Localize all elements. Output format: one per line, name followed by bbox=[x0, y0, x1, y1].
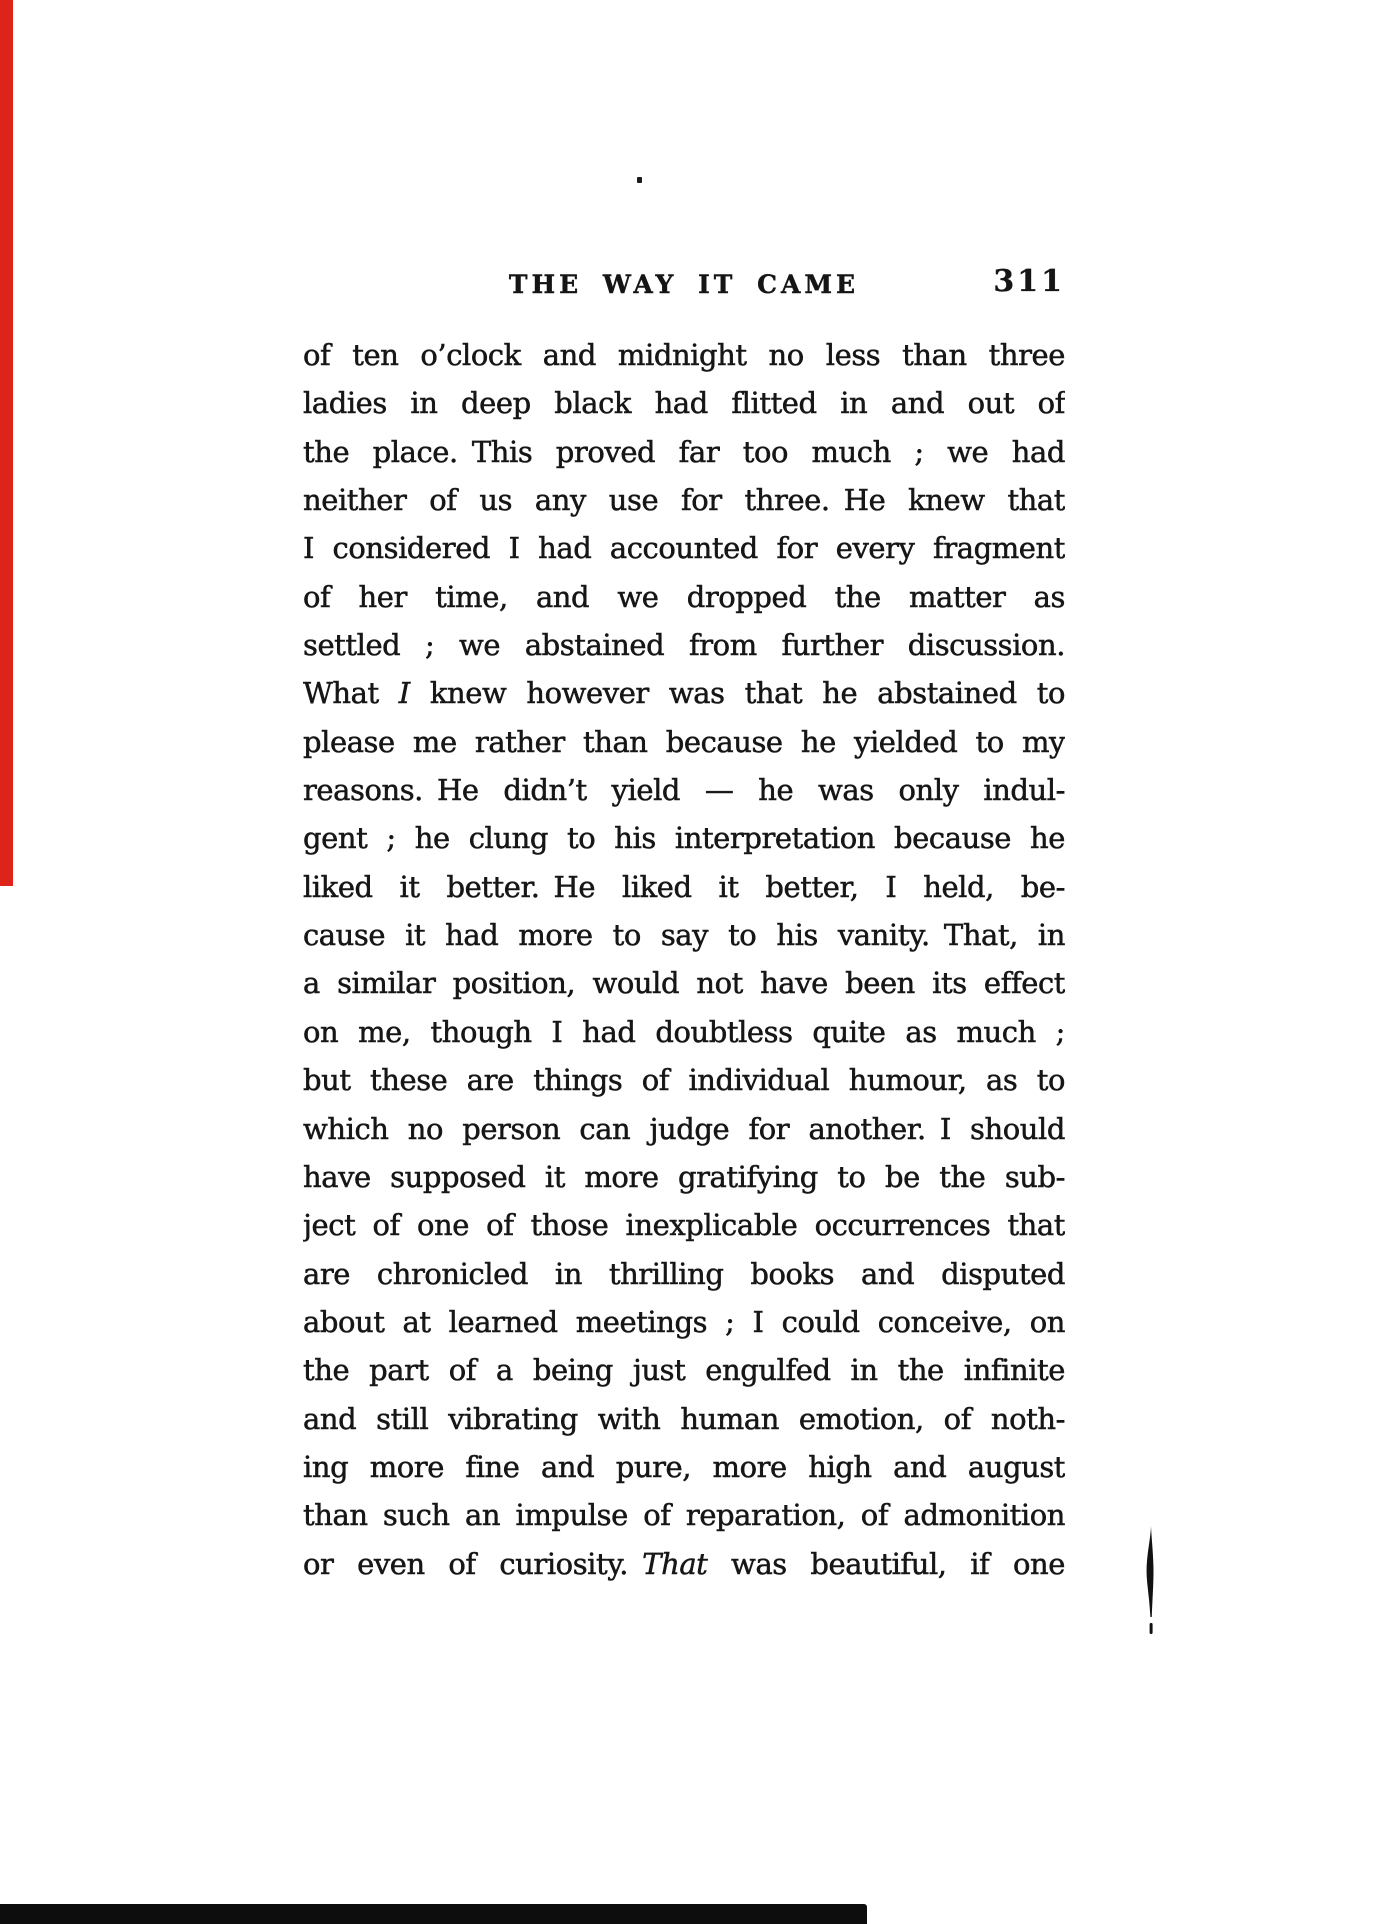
running-header bbox=[303, 264, 1065, 300]
text-segment: ladies in deep black had flitted in and out of bbox=[303, 386, 1065, 421]
text-segment: on me, though I had doubtless quite as much ; bbox=[303, 1014, 1065, 1049]
scan-artifact-black-bar bbox=[0, 1904, 867, 1924]
text-line bbox=[303, 1443, 1065, 1491]
text-segment: was beautiful, if one bbox=[707, 1546, 1065, 1581]
text-line bbox=[303, 1008, 1065, 1056]
scan-artifact-red-stripe bbox=[0, 0, 13, 886]
text-segment: cause it had more to say to his vanity. That, in bbox=[303, 918, 1065, 953]
text-segment: which no person can judge for another. I should bbox=[303, 1111, 1065, 1146]
text-line bbox=[303, 621, 1065, 669]
text-line bbox=[303, 1250, 1065, 1298]
text-line bbox=[303, 428, 1065, 476]
text-line bbox=[303, 1056, 1065, 1104]
text-segment: neither of us any use for three. He knew that bbox=[303, 483, 1065, 518]
text-line bbox=[303, 1105, 1065, 1153]
text-segment: but these are things of individual humour, as to bbox=[303, 1063, 1065, 1098]
text-segment: ing more fine and pure, more high and august bbox=[303, 1449, 1065, 1484]
text-segment: gent ; he clung to his interpretation because he bbox=[303, 821, 1065, 856]
page-title: THE WAY IT CAME bbox=[508, 270, 860, 299]
text-segment: have supposed it more gratifying to be the sub- bbox=[303, 1159, 1065, 1194]
text-segment: I considered I had accounted for every fragment bbox=[303, 531, 1065, 566]
text-segment: reasons. He didn’t yield — he was only indul- bbox=[303, 773, 1065, 808]
text-line bbox=[303, 524, 1065, 572]
text-line bbox=[303, 1540, 1065, 1588]
text-segment: about at learned meetings ; I could conceive, on bbox=[303, 1304, 1065, 1339]
text-line bbox=[303, 379, 1065, 427]
text-line bbox=[303, 1395, 1065, 1443]
text-segment: or even of curiosity. bbox=[303, 1546, 643, 1581]
text-line bbox=[303, 911, 1065, 959]
text-line bbox=[303, 573, 1065, 621]
ink-smudge-mark bbox=[1144, 1526, 1158, 1638]
text-line bbox=[303, 1201, 1065, 1249]
body-text-block bbox=[303, 331, 1065, 1588]
text-segment: ject of one of those inexplicable occurrences that bbox=[303, 1208, 1065, 1243]
text-segment: settled ; we abstained from further discussion. bbox=[303, 628, 1065, 663]
text-segment: a similar position, would not have been its effect bbox=[303, 966, 1065, 1001]
text-line bbox=[303, 331, 1065, 379]
text-line bbox=[303, 718, 1065, 766]
text-line bbox=[303, 1298, 1065, 1346]
text-segment: are chronicled in thrilling books and disputed bbox=[303, 1256, 1065, 1291]
text-line bbox=[303, 863, 1065, 911]
text-segment: than such an impulse of reparation, of admonition bbox=[303, 1498, 1065, 1533]
text-segment: of ten o’clock and midnight no less than three bbox=[303, 338, 1065, 372]
text-segment: What bbox=[303, 676, 399, 711]
ink-smudge-shape bbox=[1144, 1526, 1158, 1638]
text-line bbox=[303, 814, 1065, 862]
text-line bbox=[303, 1346, 1065, 1394]
text-segment: please me rather than because he yielded to my bbox=[303, 724, 1065, 759]
text-line bbox=[303, 1491, 1065, 1539]
text-line bbox=[303, 959, 1065, 1007]
text-segment: the place. This proved far too much ; we had bbox=[303, 434, 1065, 469]
text-segment: liked it better. He liked it better, I held, be- bbox=[303, 869, 1065, 904]
text-segment: of her time, and we dropped the matter as bbox=[303, 579, 1065, 614]
text-line bbox=[303, 766, 1065, 814]
italic-text: I bbox=[398, 676, 410, 711]
ink-speck bbox=[637, 177, 642, 183]
text-segment: the part of a being just engulfed in the infinite bbox=[303, 1353, 1065, 1388]
text-segment: knew however was that he abstained to bbox=[409, 676, 1065, 711]
page-number: 311 bbox=[993, 264, 1065, 299]
text-line bbox=[303, 476, 1065, 524]
italic-text: That bbox=[642, 1546, 708, 1581]
text-segment: and still vibrating with human emotion, of noth- bbox=[303, 1401, 1065, 1436]
text-line bbox=[303, 1153, 1065, 1201]
text-line bbox=[303, 669, 1065, 717]
